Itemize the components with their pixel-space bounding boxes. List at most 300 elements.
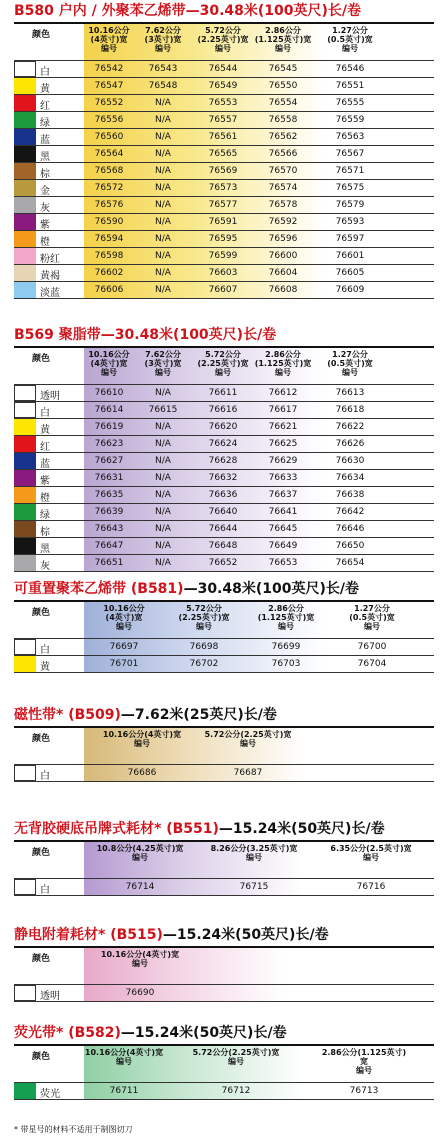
part-number: 76561 xyxy=(208,132,238,142)
b509-table xyxy=(14,728,434,781)
part-number: 76686 xyxy=(127,768,157,778)
part-number: 76577 xyxy=(208,200,238,210)
part-number: N/A xyxy=(155,268,171,278)
width-column-header: 5.72公分 (2.25英寸)宽 编号 xyxy=(178,604,230,631)
color-swatch xyxy=(14,555,36,571)
part-number: 76711 xyxy=(109,1086,139,1096)
color-swatch xyxy=(14,385,36,401)
color-column-header: 颜色 xyxy=(32,848,51,858)
part-number: 76544 xyxy=(208,64,238,74)
table-row xyxy=(14,180,434,197)
part-number: 76616 xyxy=(208,405,238,415)
table-row xyxy=(14,163,434,180)
b581-title xyxy=(0,580,448,600)
width-column-header: 5.72公分(2.25英寸)宽 编号 xyxy=(204,730,292,748)
part-number: 76637 xyxy=(268,490,298,500)
color-name: 白 xyxy=(40,67,50,78)
part-number: N/A xyxy=(155,183,171,193)
part-number: 76647 xyxy=(94,541,124,551)
part-number: 76604 xyxy=(268,268,298,278)
part-number: N/A xyxy=(155,558,171,568)
width-column-header: 8.26公分(3.25英寸)宽 编号 xyxy=(210,844,298,862)
color-swatch xyxy=(14,879,36,895)
part-number: N/A xyxy=(155,456,171,466)
b551-section xyxy=(0,820,448,895)
part-number: 76565 xyxy=(208,149,238,159)
color-swatch xyxy=(14,180,36,196)
part-number: 76617 xyxy=(268,405,298,415)
part-number: N/A xyxy=(155,285,171,295)
color-swatch xyxy=(14,419,36,435)
color-swatch xyxy=(14,231,36,247)
color-swatch xyxy=(14,1083,36,1099)
width-column-header: 10.16公分 (4英寸)宽 编号 xyxy=(88,350,130,377)
color-name: 橙 xyxy=(40,493,50,504)
part-number: N/A xyxy=(155,166,171,176)
part-number: 76547 xyxy=(94,81,124,91)
part-number: 76568 xyxy=(94,166,124,176)
color-swatch xyxy=(14,129,36,145)
part-number: 76714 xyxy=(125,882,155,892)
color-column-header: 颜色 xyxy=(32,30,51,40)
color-name: 黄 xyxy=(40,425,50,436)
b515-title-red: 静电附着耗材* (B515) xyxy=(14,927,163,943)
part-number: 76650 xyxy=(335,541,365,551)
b509-title-red: 磁性带* (B509) xyxy=(14,707,121,723)
part-number: 76578 xyxy=(268,200,298,210)
b509-title-black: —7.62米(25英尺)长/卷 xyxy=(120,707,277,723)
part-number: 76542 xyxy=(94,64,124,74)
table-row xyxy=(14,504,434,521)
part-number: 76559 xyxy=(335,115,365,125)
part-number: 76653 xyxy=(268,558,298,568)
part-number: 76557 xyxy=(208,115,238,125)
color-name: 绿 xyxy=(40,118,50,129)
color-swatch xyxy=(14,504,36,520)
part-number: 76636 xyxy=(208,490,238,500)
color-column-header: 颜色 xyxy=(32,954,51,964)
part-number: 76615 xyxy=(148,405,178,415)
part-number: 76606 xyxy=(94,285,124,295)
color-swatch xyxy=(14,282,36,298)
part-number: 76716 xyxy=(356,882,386,892)
color-name: 橙 xyxy=(40,237,50,248)
part-number: 76603 xyxy=(208,268,238,278)
color-column-header: 颜色 xyxy=(32,354,51,364)
color-name: 透明 xyxy=(40,391,60,402)
color-name: 棕 xyxy=(40,169,50,180)
part-number: 76641 xyxy=(268,507,298,517)
table-row xyxy=(14,129,434,146)
part-number: 76610 xyxy=(94,388,124,398)
width-column-header: 2.86公分 (1.125英寸)宽 编号 xyxy=(254,26,312,53)
color-swatch xyxy=(14,765,36,781)
color-swatch xyxy=(14,453,36,469)
color-swatch xyxy=(14,163,36,179)
part-number: 76652 xyxy=(208,558,238,568)
b509-header-row xyxy=(14,728,434,764)
part-number: N/A xyxy=(155,149,171,159)
table-row xyxy=(14,436,434,453)
part-number: N/A xyxy=(155,541,171,551)
part-number: N/A xyxy=(155,98,171,108)
color-swatch xyxy=(14,521,36,537)
part-number: 76567 xyxy=(335,149,365,159)
part-number: 76569 xyxy=(208,166,238,176)
part-number: N/A xyxy=(155,473,171,483)
part-number: 76627 xyxy=(94,456,124,466)
part-number: N/A xyxy=(155,524,171,534)
color-name: 灰 xyxy=(40,561,50,572)
part-number: 76564 xyxy=(94,149,124,159)
part-number: 76702 xyxy=(189,659,219,669)
b515-header-row xyxy=(14,948,434,984)
part-number: 76563 xyxy=(335,132,365,142)
part-number: 76700 xyxy=(357,642,387,652)
part-number: 76642 xyxy=(335,507,365,517)
color-name: 白 xyxy=(40,771,50,782)
part-number: 76562 xyxy=(268,132,298,142)
color-column-header: 颜色 xyxy=(32,1052,51,1062)
table-row xyxy=(14,419,434,436)
table-row xyxy=(14,60,434,78)
table-row xyxy=(14,555,434,572)
color-column-header: 颜色 xyxy=(32,734,51,744)
part-number: 76628 xyxy=(208,456,238,466)
b581-table xyxy=(14,602,434,672)
b580-header-row xyxy=(14,24,434,60)
part-number: 76712 xyxy=(221,1086,251,1096)
part-number: 76640 xyxy=(208,507,238,517)
color-swatch xyxy=(14,78,36,94)
color-swatch xyxy=(14,402,36,418)
part-number: 76654 xyxy=(335,558,365,568)
part-number: 76697 xyxy=(109,642,139,652)
color-name: 蓝 xyxy=(40,135,50,146)
table-row xyxy=(14,538,434,555)
part-number: 76614 xyxy=(94,405,124,415)
part-number: 76626 xyxy=(335,439,365,449)
b582-title-black: —15.24米(50英尺)长/卷 xyxy=(120,1025,287,1041)
part-number: 76715 xyxy=(239,882,269,892)
width-column-header: 5.72公分 (2.25英寸)宽 编号 xyxy=(197,26,249,53)
color-swatch xyxy=(14,656,36,672)
part-number: 76632 xyxy=(208,473,238,483)
part-number: N/A xyxy=(155,200,171,210)
width-column-header: 5.72公分(2.25英寸)宽 编号 xyxy=(192,1048,280,1066)
color-name: 透明 xyxy=(40,991,60,1002)
part-number: 76543 xyxy=(148,64,178,74)
b569-header-row xyxy=(14,348,434,384)
table-row xyxy=(14,78,434,95)
b580-section xyxy=(0,2,448,298)
b551-title-red: 无背胶硬底吊牌式耗材* (B551) xyxy=(14,821,219,837)
table-row xyxy=(14,984,434,1002)
b581-header-row xyxy=(14,602,434,638)
b569-section xyxy=(0,326,448,571)
color-name: 紫 xyxy=(40,476,50,487)
table-row xyxy=(14,95,434,112)
color-name: 绿 xyxy=(40,510,50,521)
part-number: N/A xyxy=(155,507,171,517)
b582-table xyxy=(14,1046,434,1099)
table-row xyxy=(14,112,434,129)
part-number: N/A xyxy=(155,115,171,125)
color-name: 白 xyxy=(40,408,50,419)
part-number: 76571 xyxy=(335,166,365,176)
b580-title: B580 户内 / 外聚苯乙烯带—30.48米(100英尺)长/卷 xyxy=(14,3,362,19)
part-number: 76629 xyxy=(268,456,298,466)
footnote: * 带星号的材料不适用于制图切刀 xyxy=(14,1125,133,1134)
color-swatch xyxy=(14,95,36,111)
part-number: N/A xyxy=(155,234,171,244)
color-name: 黄 xyxy=(40,662,50,673)
width-column-header: 2.86公分(1.125英寸)宽 编号 xyxy=(321,1048,407,1075)
b551-header-row xyxy=(14,842,434,878)
part-number: 76690 xyxy=(125,988,155,998)
part-number: 76551 xyxy=(335,81,365,91)
table-row xyxy=(14,638,434,656)
color-swatch xyxy=(14,61,36,77)
part-number: 76549 xyxy=(208,81,238,91)
table-row xyxy=(14,487,434,504)
table-row xyxy=(14,146,434,163)
part-number: 76605 xyxy=(335,268,365,278)
part-number: 76554 xyxy=(268,98,298,108)
b551-title-black: —15.24米(50英尺)长/卷 xyxy=(218,821,385,837)
part-number: 76618 xyxy=(335,405,365,415)
part-number: N/A xyxy=(155,439,171,449)
part-number: 76591 xyxy=(208,217,238,227)
b582-section xyxy=(0,1024,448,1099)
part-number: 76609 xyxy=(335,285,365,295)
table-row xyxy=(14,878,434,896)
part-number: 76555 xyxy=(335,98,365,108)
color-name: 黑 xyxy=(40,152,50,163)
color-swatch xyxy=(14,985,36,1001)
b509-section xyxy=(0,706,448,781)
part-number: 76704 xyxy=(357,659,387,669)
part-number: 76613 xyxy=(335,388,365,398)
part-number: 76556 xyxy=(94,115,124,125)
color-column-header: 颜色 xyxy=(32,608,51,618)
color-name: 红 xyxy=(40,442,50,453)
part-number: 76624 xyxy=(208,439,238,449)
part-number: 76634 xyxy=(335,473,365,483)
part-number: 76573 xyxy=(208,183,238,193)
part-number: 76597 xyxy=(335,234,365,244)
part-number: 76576 xyxy=(94,200,124,210)
part-number: 76545 xyxy=(268,64,298,74)
width-column-header: 1.27公分 (0.5英寸)宽 编号 xyxy=(349,604,395,631)
part-number: 76687 xyxy=(233,768,263,778)
width-column-header: 2.86公分 (1.125英寸)宽 编号 xyxy=(257,604,315,631)
width-column-header: 1.27公分 (0.5英寸)宽 编号 xyxy=(327,350,373,377)
color-swatch xyxy=(14,248,36,264)
color-swatch xyxy=(14,639,36,655)
table-row xyxy=(14,384,434,402)
part-number: 76646 xyxy=(335,524,365,534)
part-number: 76633 xyxy=(268,473,298,483)
color-swatch xyxy=(14,487,36,503)
part-number: 76548 xyxy=(148,81,178,91)
b551-title xyxy=(0,820,448,840)
color-name: 紫 xyxy=(40,220,50,231)
part-number: 76553 xyxy=(208,98,238,108)
color-name: 白 xyxy=(40,645,50,656)
part-number: 76550 xyxy=(268,81,298,91)
b582-title xyxy=(0,1024,448,1044)
color-swatch xyxy=(14,265,36,281)
b581-title-red: 可重置聚苯乙烯带 (B581) xyxy=(14,581,184,597)
part-number: 76552 xyxy=(94,98,124,108)
width-column-header: 10.16公分(4英寸)宽 编号 xyxy=(102,730,182,748)
part-number: 76621 xyxy=(268,422,298,432)
width-column-header: 10.16公分 (4英寸)宽 编号 xyxy=(88,26,130,53)
color-name: 红 xyxy=(40,101,50,112)
table-row xyxy=(14,248,434,265)
b580-table xyxy=(14,24,434,298)
part-number: 76701 xyxy=(109,659,139,669)
width-column-header: 10.16公分(4英寸)宽 编号 xyxy=(84,1048,164,1066)
part-number: N/A xyxy=(155,422,171,432)
part-number: N/A xyxy=(155,132,171,142)
table-row xyxy=(14,453,434,470)
width-column-header: 7.62公分 (3英寸)宽 编号 xyxy=(144,26,182,53)
part-number: 76703 xyxy=(271,659,301,669)
width-column-header: 2.86公分 (1.125英寸)宽 编号 xyxy=(254,350,312,377)
part-number: N/A xyxy=(155,388,171,398)
color-name: 灰 xyxy=(40,203,50,214)
part-number: 76607 xyxy=(208,285,238,295)
table-row xyxy=(14,231,434,248)
table-row xyxy=(14,282,434,299)
b582-header-row xyxy=(14,1046,434,1082)
part-number: 76699 xyxy=(271,642,301,652)
part-number: 76639 xyxy=(94,507,124,517)
part-number: 76546 xyxy=(335,64,365,74)
part-number: 76630 xyxy=(335,456,365,466)
color-name: 棕 xyxy=(40,527,50,538)
width-column-header: 5.72公分 (2.25英寸)宽 编号 xyxy=(197,350,249,377)
table-row xyxy=(14,656,434,673)
color-swatch xyxy=(14,197,36,213)
width-column-header: 10.8公分(4.25英寸)宽 编号 xyxy=(96,844,184,862)
part-number: 76713 xyxy=(349,1086,379,1096)
b581-title-black: —30.48米(100英尺)长/卷 xyxy=(183,581,359,597)
b569-table xyxy=(14,348,434,571)
table-row xyxy=(14,521,434,538)
b509-title xyxy=(0,706,448,726)
part-number: N/A xyxy=(155,490,171,500)
part-number: 76579 xyxy=(335,200,365,210)
part-number: 76598 xyxy=(94,251,124,261)
part-number: 76648 xyxy=(208,541,238,551)
part-number: 76625 xyxy=(268,439,298,449)
part-number: 76649 xyxy=(268,541,298,551)
color-swatch xyxy=(14,538,36,554)
table-row xyxy=(14,214,434,231)
part-number: 76566 xyxy=(268,149,298,159)
part-number: 76575 xyxy=(335,183,365,193)
color-swatch xyxy=(14,214,36,230)
width-column-header: 10.16公分(4英寸)宽 编号 xyxy=(100,950,180,968)
part-number: 76601 xyxy=(335,251,365,261)
part-number: 76622 xyxy=(335,422,365,432)
color-name: 金 xyxy=(40,186,50,197)
color-swatch xyxy=(14,470,36,486)
part-number: 76574 xyxy=(268,183,298,193)
b515-title xyxy=(0,926,448,946)
part-number: 76623 xyxy=(94,439,124,449)
color-name: 荧光 xyxy=(40,1089,60,1100)
part-number: 76638 xyxy=(335,490,365,500)
part-number: N/A xyxy=(155,251,171,261)
part-number: 76643 xyxy=(94,524,124,534)
part-number: 76698 xyxy=(189,642,219,652)
part-number: 76593 xyxy=(335,217,365,227)
part-number: 76592 xyxy=(268,217,298,227)
part-number: 76594 xyxy=(94,234,124,244)
table-row xyxy=(14,470,434,487)
color-swatch xyxy=(14,436,36,452)
part-number: 76645 xyxy=(268,524,298,534)
part-number: 76602 xyxy=(94,268,124,278)
part-number: 76631 xyxy=(94,473,124,483)
part-number: 76635 xyxy=(94,490,124,500)
part-number: 76590 xyxy=(94,217,124,227)
part-number: 76608 xyxy=(268,285,298,295)
width-column-header: 6.35公分(2.5英寸)宽 编号 xyxy=(330,844,412,862)
color-name: 蓝 xyxy=(40,459,50,470)
part-number: 76596 xyxy=(268,234,298,244)
part-number: 76612 xyxy=(268,388,298,398)
part-number: N/A xyxy=(155,217,171,227)
part-number: 76599 xyxy=(208,251,238,261)
color-name: 粉红 xyxy=(40,254,60,265)
color-name: 白 xyxy=(40,885,50,896)
part-number: 76560 xyxy=(94,132,124,142)
b551-table xyxy=(14,842,434,895)
color-name: 淡蓝 xyxy=(40,288,60,299)
part-number: 76558 xyxy=(268,115,298,125)
table-row xyxy=(14,402,434,419)
color-name: 黑 xyxy=(40,544,50,555)
b515-title-black: —15.24米(50英尺)长/卷 xyxy=(162,927,329,943)
b515-table xyxy=(14,948,434,1001)
color-swatch xyxy=(14,146,36,162)
width-column-header: 10.16公分 (4英寸)宽 编号 xyxy=(103,604,145,631)
part-number: 76572 xyxy=(94,183,124,193)
part-number: 76620 xyxy=(208,422,238,432)
b581-section xyxy=(0,580,448,672)
table-row xyxy=(14,1082,434,1100)
b515-section xyxy=(0,926,448,1001)
part-number: 76595 xyxy=(208,234,238,244)
table-row xyxy=(14,764,434,782)
width-column-header: 7.62公分 (3英寸)宽 编号 xyxy=(144,350,182,377)
part-number: 76644 xyxy=(208,524,238,534)
color-swatch xyxy=(14,112,36,128)
part-number: 76651 xyxy=(94,558,124,568)
table-row xyxy=(14,265,434,282)
table-row xyxy=(14,197,434,214)
color-name: 黄褐 xyxy=(40,271,60,282)
color-name: 黄 xyxy=(40,84,50,95)
b569-title: B569 聚脂带—30.48米(100英尺)长/卷 xyxy=(14,327,277,343)
width-column-header: 1.27公分 (0.5英寸)宽 编号 xyxy=(327,26,373,53)
part-number: 76570 xyxy=(268,166,298,176)
